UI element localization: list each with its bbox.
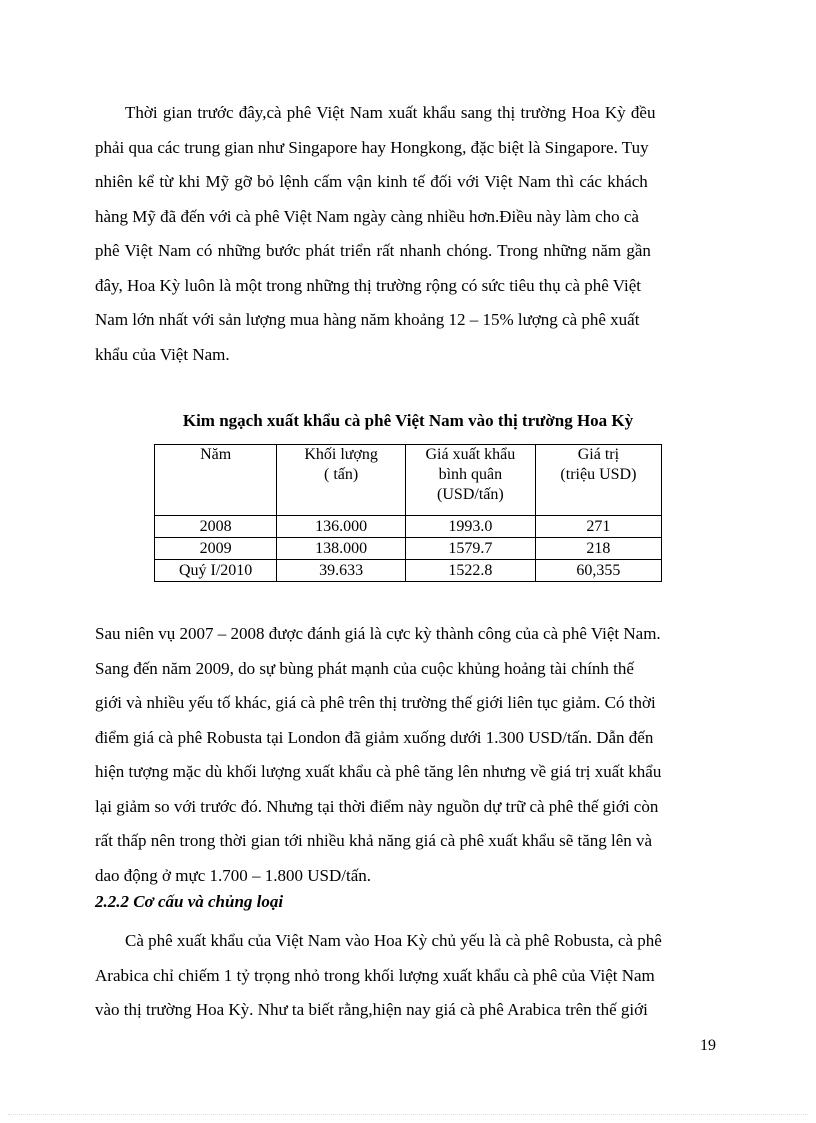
- table-cell: 2009: [155, 538, 277, 560]
- paragraph-line: Cà phê xuất khẩu của Việt Nam vào Hoa Kỳ chủ yếu là cà phê Robusta, cà phê: [125, 931, 662, 950]
- table-cell: 271: [535, 516, 661, 538]
- paragraph-line: hàng Mỹ đã đến với cà phê Việt Nam ngày càng nhiều hơn.Điều này làm cho cà: [95, 206, 639, 226]
- paragraph-line: rất thấp nên trong thời gian tới nhiều khả năng giá cà phê xuất khẩu sẽ tăng lên và: [95, 831, 653, 850]
- table-cell: 39.633: [277, 560, 406, 582]
- header-line: Giá xuất khẩu: [425, 446, 516, 463]
- header-value: [535, 445, 661, 516]
- header-volume: [277, 445, 406, 516]
- page-number: 19: [700, 1037, 716, 1054]
- paragraph-line: phê Việt Nam có những bước phát triển rất nhanh chóng. Trong những năm gần: [95, 241, 651, 260]
- footer-divider: [8, 1114, 808, 1115]
- market-paragraph: [95, 617, 715, 893]
- table-cell: Quý I/2010: [155, 560, 277, 582]
- structure-paragraph: [95, 924, 715, 1028]
- table-row: [155, 560, 662, 582]
- paragraph-line: vào thị trường Hoa Kỳ. Như ta biết rằng,hiện nay giá cà phê Arabica trên thế giới: [95, 1000, 648, 1019]
- export-table: [154, 444, 662, 582]
- table-cell: 2008: [155, 516, 277, 538]
- table-cell: 60,355: [535, 560, 661, 582]
- paragraph-line: Sau niên vụ 2007 – 2008 được đánh giá là cực kỳ thành công của cà phê Việt Nam.: [95, 624, 661, 643]
- paragraph-line: nhiên kể từ khi Mỹ gỡ bỏ lệnh cấm vận kinh tế đối với Việt Nam thì các khách: [95, 172, 648, 191]
- header-year: [155, 445, 277, 516]
- table-header-row: [155, 445, 662, 516]
- paragraph-line: đây, Hoa Kỳ luôn là một trong những thị trường rộng có sức tiêu thụ cà phê Việt: [95, 275, 641, 295]
- paragraph-line: Sang đến năm 2009, do sự bùng phát mạnh của cuộc khủng hoảng tài chính thế: [95, 658, 634, 678]
- intro-paragraph: [95, 96, 715, 372]
- header-line: bình quân: [438, 466, 503, 483]
- header-line: (USD/tấn): [437, 486, 504, 503]
- header-line: (triệu USD): [560, 466, 637, 483]
- paragraph-line: Thời gian trước đây,cà phê Việt Nam xuất khẩu sang thị trường Hoa Kỳ đều: [125, 103, 656, 122]
- header-avg-price: [405, 445, 535, 516]
- paragraph-line: lại giảm so với trước đó. Nhưng tại thời điểm này nguồn dự trữ cà phê thế giới còn: [95, 796, 659, 816]
- header-line: Khối lượng: [304, 446, 378, 463]
- header-line: Giá trị: [577, 446, 620, 463]
- paragraph-line: giới và nhiều yếu tố khác, giá cà phê trên thị trường thế giới liên tục giảm. Có thời: [95, 693, 656, 712]
- table-cell: 138.000: [277, 538, 406, 560]
- paragraph-line: Nam lớn nhất với sản lượng mua hàng năm khoảng 12 – 15% lượng cà phê xuất: [95, 310, 640, 329]
- table-cell: 1993.0: [405, 516, 535, 538]
- paragraph-line: khẩu của Việt Nam.: [95, 344, 230, 364]
- table-cell: 1522.8: [405, 560, 535, 582]
- table-row: [155, 538, 662, 560]
- paragraph-line: hiện tượng mặc dù khối lượng xuất khẩu cà phê tăng lên nhưng về giá trị xuất khẩu: [95, 762, 662, 781]
- section-heading: 2.2.2 Cơ cấu và chủng loại: [95, 892, 284, 911]
- paragraph-line: phải qua các trung gian như Singapore hay Hongkong, đặc biệt là Singapore. Tuy: [95, 137, 649, 157]
- paragraph-line: điểm giá cà phê Robusta tại London đã giảm xuống dưới 1.300 USD/tấn. Dẫn đến: [95, 727, 654, 747]
- table-cell: 136.000: [277, 516, 406, 538]
- table-cell: 1579.7: [405, 538, 535, 560]
- paragraph-line: dao động ở mực 1.700 – 1.800 USD/tấn.: [95, 865, 372, 885]
- header-line: ( tấn): [324, 466, 359, 483]
- table-row: [155, 516, 662, 538]
- table-title: Kim ngạch xuất khẩu cà phê Việt Nam vào thị trường Hoa Kỳ: [182, 411, 634, 430]
- header-line: Năm: [200, 446, 232, 463]
- table-cell: 218: [535, 538, 661, 560]
- paragraph-line: Arabica chỉ chiếm 1 tỷ trọng nhỏ trong khối lượng xuất khẩu cà phê của Việt Nam: [95, 965, 655, 985]
